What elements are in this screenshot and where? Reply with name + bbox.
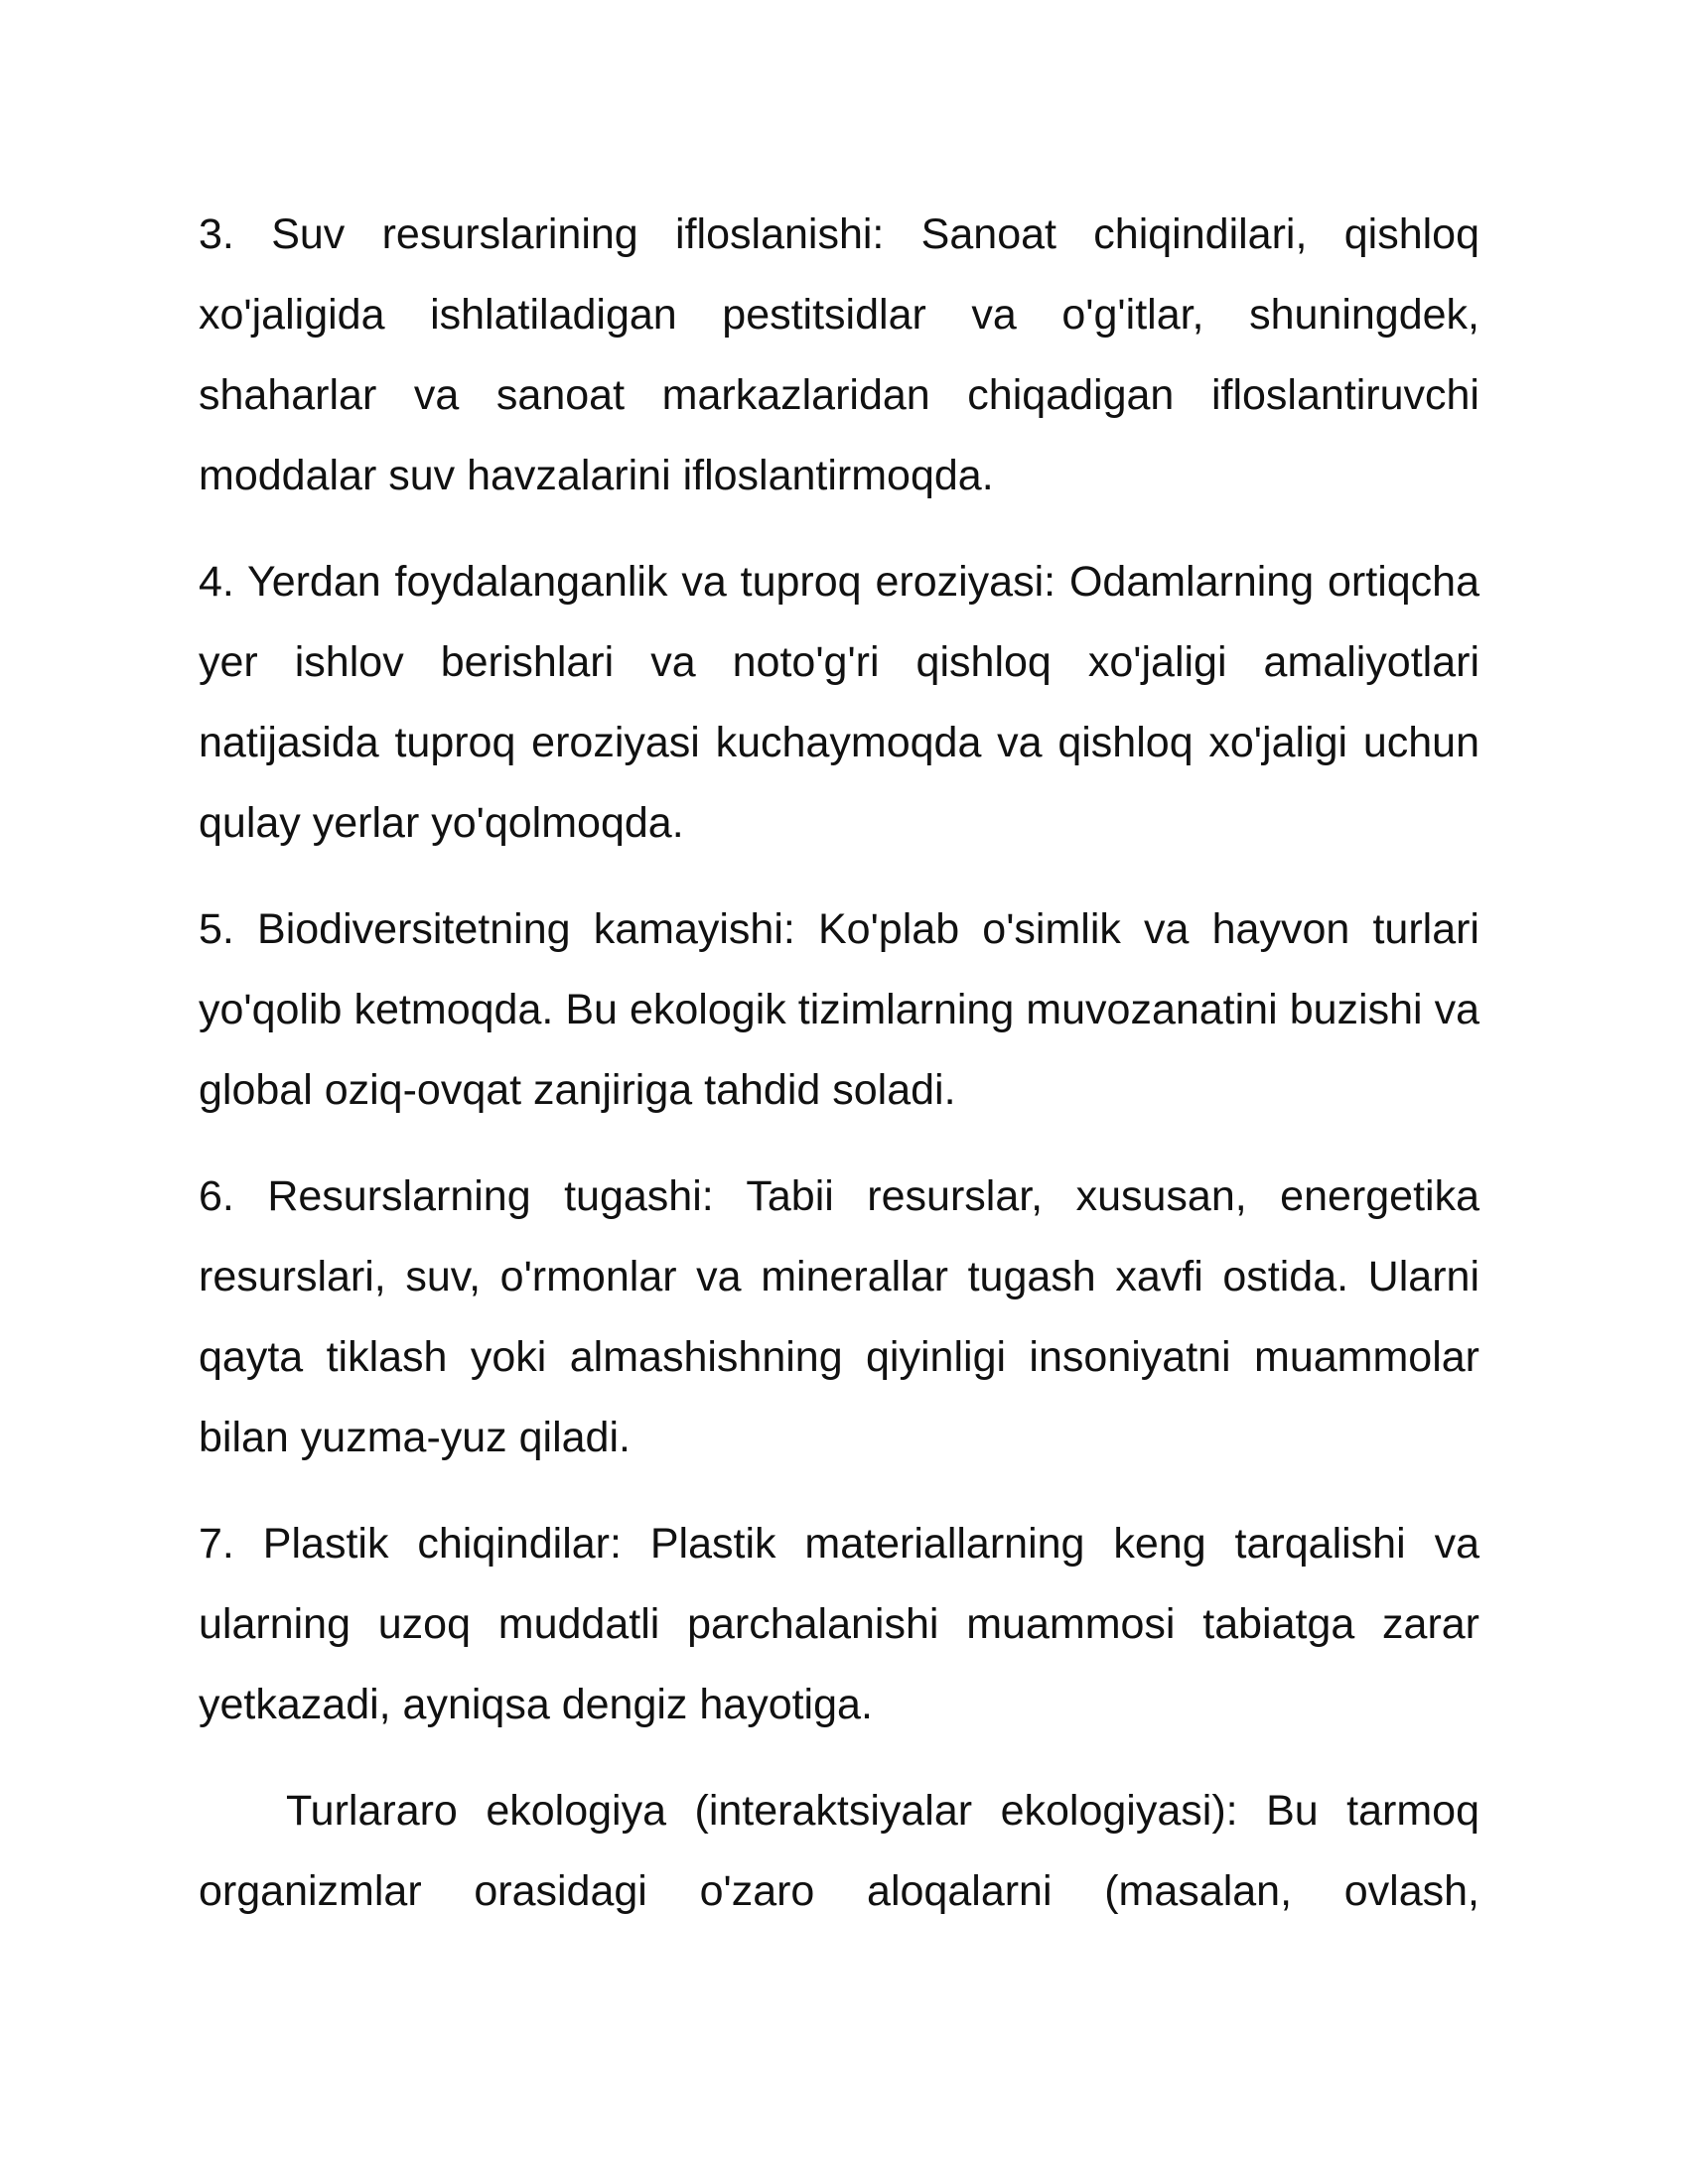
paragraph-biodiversity-loss: 5. Biodiversitetning kamayishi: Ko'plab o'simlik va hayvon turlari yo'qolib ketmoqda. Bu ekologik tizimlarning muvozanatini buzishi va global oziq-ovqat zanjiriga tahdid soladi.	[199, 905, 1479, 1114]
paragraph-resource-depletion: 6. Resurslarning tugashi: Tabii resurslar, xususan, energetika resurslari, suv, o'rmonlar va minerallar tugash xavfi ostida. Ularni qayta tiklash yoki almashishning qiyinligi insoniyatni muammolar bilan yuzma-yuz qiladi.	[199, 1172, 1479, 1461]
document-page	[199, 195, 1479, 1958]
paragraph-water-pollution: 3. Suv resurslarining ifloslanishi: Sanoat chiqindilari, qishloq xo'jaligida ishlatiladigan pestitsidlar va o'g'itlar, shuningdek, shaharlar va sanoat markazlaridan chiqadigan ifloslantiruvchi moddalar suv havzalarini ifloslantirmoqda.	[199, 210, 1479, 499]
paragraph-interspecies-ecology: Turlararo ekologiya (interaktsiyalar ekologiyasi): Bu tarmoq organizmlar orasidagi o'zaro aloqalarni (masalan, ovlash,	[199, 1787, 1479, 1915]
paragraph-soil-erosion: 4. Yerdan foydalanganlik va tuproq eroziyasi: Odamlarning ortiqcha yer ishlov berishlari va noto'g'ri qishloq xo'jaligi amaliyotlari natijasida tuproq eroziyasi kuchaymoqda va qishloq xo'jaligi uchun qulay yerlar yo'qolmoqda.	[199, 558, 1479, 847]
paragraph-plastic-waste: 7. Plastik chiqindilar: Plastik materiallarning keng tarqalishi va ularning uzoq muddatli parchalanishi muammosi tabiatga zarar yetkazadi, ayniqsa dengiz hayotiga.	[199, 1520, 1479, 1728]
